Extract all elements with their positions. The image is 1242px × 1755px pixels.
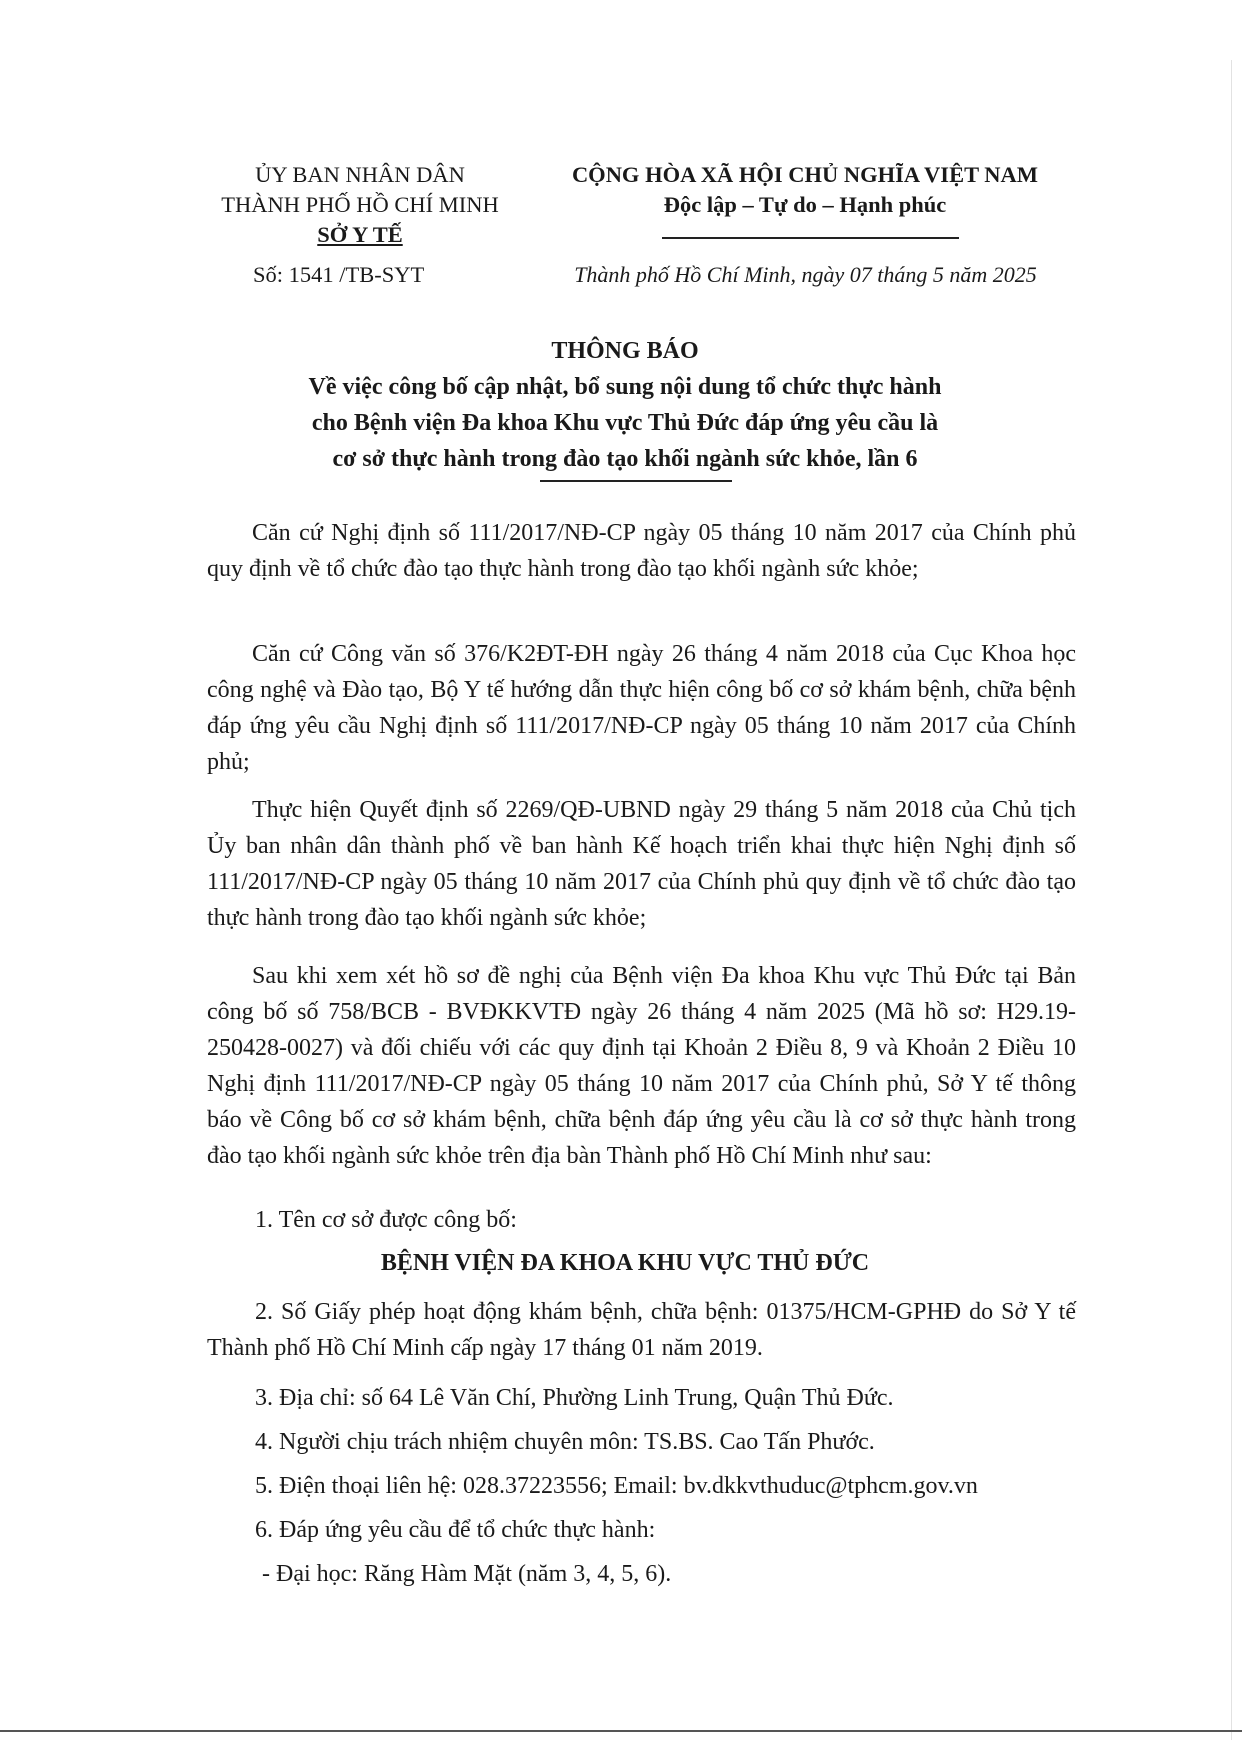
- motto-underline: [662, 237, 959, 239]
- national-motto: Độc lập – Tự do – Hạnh phúc: [663, 192, 947, 217]
- item-6-university-subitem: - Đại học: Răng Hàm Mặt (năm 3, 4, 5, 6).: [262, 1561, 672, 1587]
- document-type: THÔNG BÁO: [551, 338, 699, 364]
- legal-basis-paragraph-3: Thực hiện Quyết định số 2269/QĐ-UBND ngày 29 tháng 5 năm 2018 của Chủ tịch Ủy ban nhân dân thành phố về ban hành Kế hoạch triển khai thực hiện Nghị định số 111/2017/NĐ-CP ngày 05 tháng 10 năm 2017 của Chính phủ quy định về tổ chức đào tạo thực hành trong đào tạo khối ngành sức khỏe;: [207, 797, 1076, 931]
- item-1-facility-name-label: 1. Tên cơ sở được công bố:: [255, 1207, 517, 1233]
- subject-line-1: Về việc công bố cập nhật, bổ sung nội dung tổ chức thực hành: [308, 374, 942, 400]
- scan-bottom-edge: [0, 1730, 1242, 1732]
- document-number: Số: 1541 /TB-SYT: [253, 262, 425, 287]
- agency-line-2: THÀNH PHỐ HỒ CHÍ MINH: [221, 192, 499, 217]
- country-name: CỘNG HÒA XÃ HỘI CHỦ NGHĨA VIỆT NAM: [571, 162, 1039, 187]
- item-2-license: 2. Số Giấy phép hoạt động khám bệnh, chữa bệnh: 01375/HCM-GPHĐ do Sở Y tế Thành phố Hồ Chí Minh cấp ngày 17 tháng 01 năm 2019.: [207, 1299, 1076, 1361]
- title-underline: [540, 480, 732, 482]
- national-header: [540, 160, 1070, 220]
- hospital-name: BỆNH VIỆN ĐA KHOA KHU VỰC THỦ ĐỨC: [380, 1250, 870, 1276]
- legal-basis-paragraph-2: Căn cứ Công văn số 376/K2ĐT-ĐH ngày 26 tháng 4 năm 2018 của Cục Khoa học công nghệ và Đào tạo, Bộ Y tế hướng dẫn thực hiện công bố cơ sở khám bệnh, chữa bệnh đáp ứng yêu cầu Nghị định số 111/2017/NĐ-CP ngày 05 tháng 10 năm 2017 của Chính phủ;: [207, 641, 1076, 775]
- issuing-agency: [170, 160, 550, 250]
- scan-edge-line: [1231, 60, 1232, 1740]
- item-4-responsible-person: 4. Người chịu trách nhiệm chuyên môn: TS.BS. Cao Tấn Phước.: [255, 1429, 875, 1455]
- subject-line-2: cho Bệnh viện Đa khoa Khu vực Thủ Đức đáp ứng yêu cầu là: [311, 410, 939, 436]
- subject-line-3: cơ sở thực hành trong đào tạo khối ngành sức khỏe, lần 6: [332, 446, 918, 472]
- item-5-contact: 5. Điện thoại liên hệ: 028.37223556; Email: bv.dkkvthuduc@tphcm.gov.vn: [255, 1473, 978, 1499]
- item-6-practice-scope: 6. Đáp ứng yêu cầu để tổ chức thực hành:: [255, 1517, 656, 1543]
- agency-line-1: ỦY BAN NHÂN DÂN: [255, 162, 465, 187]
- item-3-address: 3. Địa chỉ: số 64 Lê Văn Chí, Phường Linh Trung, Quận Thủ Đức.: [255, 1385, 894, 1411]
- agency-line-3: SỞ Y TẾ: [317, 222, 403, 247]
- legal-basis-paragraph-1: Căn cứ Nghị định số 111/2017/NĐ-CP ngày 05 tháng 10 năm 2017 của Chính phủ quy định về tổ chức đào tạo thực hành trong đào tạo khối ngành sức khỏe;: [207, 520, 1076, 582]
- place-and-date: Thành phố Hồ Chí Minh, ngày 07 tháng 5 năm 2025: [574, 262, 1037, 287]
- review-paragraph: Sau khi xem xét hồ sơ đề nghị của Bệnh viện Đa khoa Khu vực Thủ Đức tại Bản công bố số 758/BCB - BVĐKKVTĐ ngày 26 tháng 4 năm 2025 (Mã hồ sơ: H29.19-250428-0027) và đối chiếu với các quy định tại Khoản 2 Điều 8, 9 và Khoản 2 Điều 10 Nghị định 111/2017/NĐ-CP ngày 05 tháng 10 năm 2017 của Chính phủ, Sở Y tế thông báo về Công bố cơ sở khám bệnh, chữa bệnh đáp ứng yêu cầu là cơ sở thực hành trong đào tạo khối ngành sức khỏe trên địa bàn Thành phố Hồ Chí Minh như sau:: [207, 963, 1076, 1169]
